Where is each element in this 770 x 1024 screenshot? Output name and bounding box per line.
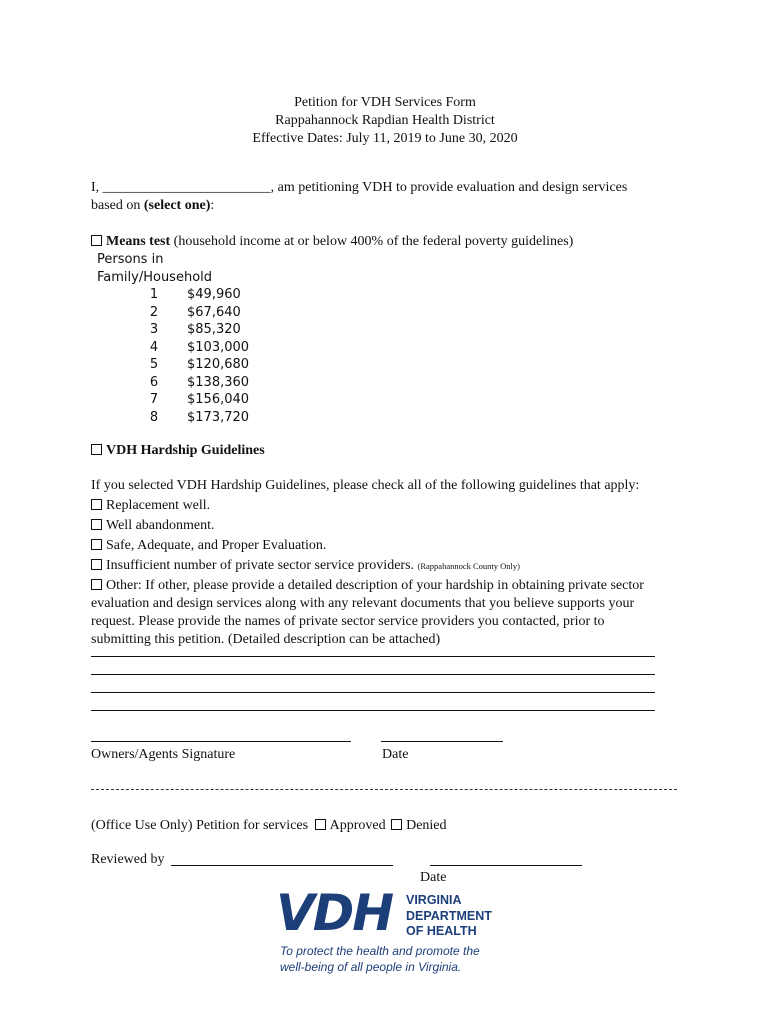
means-test-checkbox[interactable] [91,235,102,246]
income-limit: $120,680 [187,357,250,372]
income-limit: $173,720 [187,409,250,425]
other-checkbox[interactable] [91,579,102,590]
table-header-line-1: Persons in [97,252,164,267]
description-line[interactable] [91,656,655,657]
replacement-well-label: Replacement well. [106,498,211,513]
table-row [121,356,307,374]
well-abandonment-checkbox[interactable] [91,519,102,530]
table-row [121,374,307,392]
reviewed-by-label: Reviewed by [91,852,165,867]
approved-label: Approved [329,818,386,833]
income-limit: $67,640 [187,304,241,320]
hardship-label: VDH Hardship Guidelines [106,443,265,458]
office-use-text: (Office Use Only) Petition for services [91,818,309,833]
vdh-tagline [280,943,480,975]
income-limit: $138,360 [187,374,250,390]
table-row [121,286,307,304]
income-limit: $156,040 [187,392,250,407]
reviewer-date-label: Date [420,870,447,885]
description-line[interactable] [91,674,655,675]
vdh-name-line-1: VIRGINIA [406,893,462,907]
denied-label: Denied [406,818,447,833]
select-one-text: (select one) [143,198,211,213]
table-row [121,391,307,409]
table-row [121,409,307,427]
well-abandonment-label: Well abandonment. [106,518,215,533]
intro-prefix: based on [91,198,144,213]
vdh-letters: VDH [276,884,393,942]
table-row [121,321,307,339]
insufficient-providers-label: Insufficient number of private sector service providers. [106,558,415,573]
signature-date-label: Date [382,747,409,762]
income-limit: $103,000 [187,339,250,355]
vdh-name-line-2: DEPARTMENT [406,908,492,923]
safe-adequate-label: Safe, Adequate, and Proper Evaluation. [106,538,327,553]
rappahannock-note: (Rappahannock County Only) [417,561,520,571]
office-use-divider [91,789,677,790]
vdh-logo [276,884,506,980]
means-test-description: (household income at or below 400% of the federal poverty guidelines) [170,234,574,249]
household-size: 7 [149,392,159,407]
description-line[interactable] [91,692,655,693]
household-size: 3 [149,322,159,337]
signature-date-line[interactable] [381,741,503,742]
poverty-table [97,251,307,426]
other-line-4: submitting this petition. (Detailed description can be attached) [91,632,441,647]
intro-paragraph [91,179,627,215]
hardship-checkbox[interactable] [91,444,102,455]
income-limit: $49,960 [187,287,241,302]
denied-checkbox[interactable] [391,819,402,830]
other-line-3: request. Please provide the names of private sector service providers you contacted, prior to [91,614,605,629]
safe-adequate-checkbox[interactable] [91,539,102,550]
table-row [121,304,307,322]
vdh-name [406,893,492,940]
means-test-label: Means test [106,234,171,249]
effective-dates: Effective Dates: July 11, 2019 to June 30, 2020 [252,131,518,146]
intro-suffix: : [210,198,215,213]
household-size: 8 [149,409,159,425]
household-size: 5 [149,357,159,372]
household-size: 4 [149,339,159,355]
form-title: Petition for VDH Services Form [294,95,476,110]
table-header-line-2: Family/Household [97,269,213,285]
district-name: Rappahannock Rapdian Health District [275,113,495,128]
other-line-1: Other: If other, please provide a detailed description of your hardship in obtaining private sector [106,578,644,593]
means-test-option [91,233,573,251]
reviewer-date-line[interactable] [430,865,582,866]
intro-line-1: I, ________________________, am petitioning VDH to provide evaluation and design services [91,180,628,195]
other-line-2: evaluation and design services along with any relevant documents that you believe supports your [91,596,635,611]
hardship-option [91,442,265,460]
description-line[interactable] [91,710,655,711]
hardship-instructions: If you selected VDH Hardship Guidelines, please check all of the following guidelines that apply: [91,478,640,493]
household-size: 2 [149,304,159,320]
owner-signature-label: Owners/Agents Signature [91,747,236,762]
owner-signature-line[interactable] [91,741,351,742]
vdh-name-line-3: OF HEALTH [406,924,477,938]
vdh-tagline-line-2: well-being of all people in Virginia. [280,960,462,974]
insufficient-providers-checkbox[interactable] [91,559,102,570]
household-size: 6 [149,374,159,390]
table-rows [121,286,307,426]
table-row [121,339,307,357]
income-limit: $85,320 [187,322,241,337]
approved-checkbox[interactable] [315,819,326,830]
office-use-row [91,817,447,835]
reviewer-signature-line[interactable] [171,865,393,866]
hardship-guidelines [91,477,644,649]
form-header [0,94,770,148]
vdh-tagline-line-1: To protect the health and promote the [280,944,480,958]
replacement-well-checkbox[interactable] [91,499,102,510]
household-size: 1 [149,287,159,302]
